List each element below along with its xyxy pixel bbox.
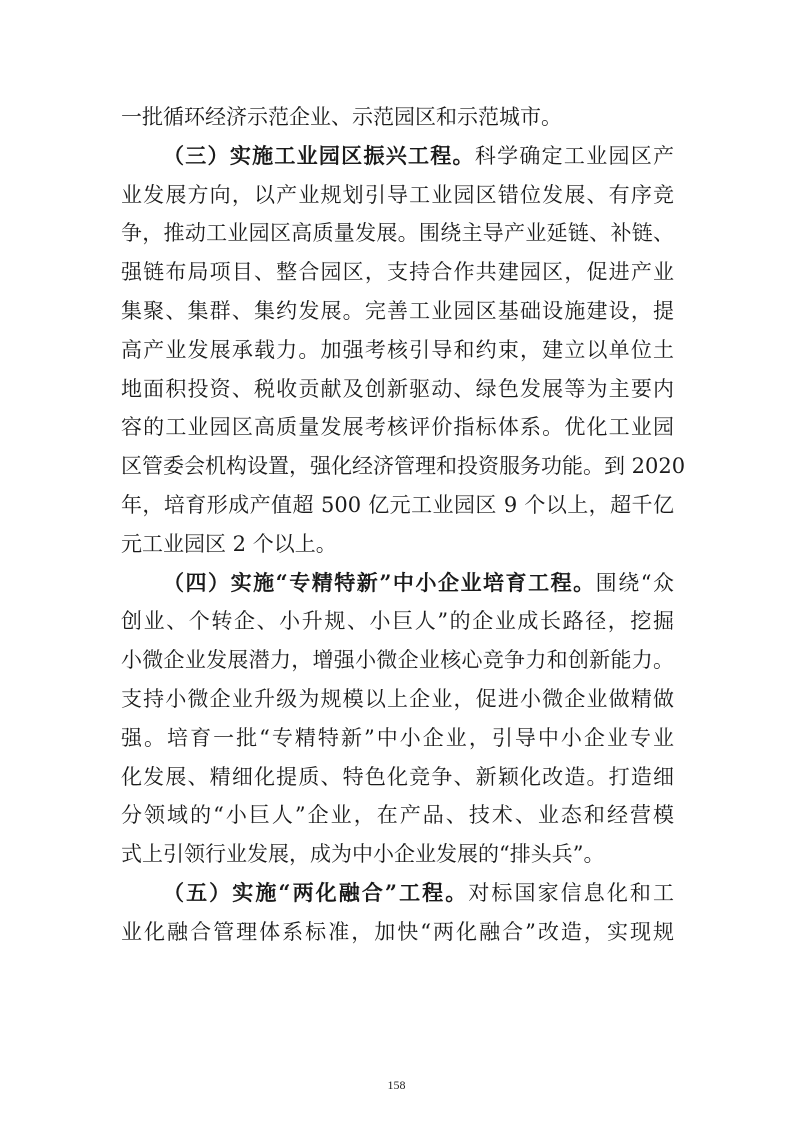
text-line: 分领域的“小巨人”企业，在产品、技术、业态和经营模: [121, 803, 674, 828]
text-line: 年，培育形成产值超 500 亿元工业园区 9 个以上，超千亿: [121, 492, 674, 517]
body-text: [121, 98, 686, 952]
section-heading: （五）实施“两化融合”工程。: [163, 879, 469, 905]
section-heading: （三）实施工业园区振兴工程。: [163, 142, 475, 168]
section-heading-line: [121, 564, 674, 603]
text-run: 科学确定工业园区产: [474, 143, 675, 168]
text-line: 业化融合管理体系标准，加快“两化融合”改造，实现规: [121, 919, 674, 944]
page-number: 158: [387, 1078, 406, 1092]
text-line: 创业、个转企、小升规、小巨人”的企业成长路径，挖掘: [121, 609, 674, 634]
text-line: 集聚、集群、集约发展。完善工业园区基础设施建设，提: [121, 298, 674, 323]
text-line: 地面积投资、税收贡献及创新驱动、绿色发展等为主要内: [121, 376, 674, 401]
text-line: 区管委会机构设置，强化经济管理和投资服务功能。到 2020: [121, 454, 686, 479]
section-heading-line: [121, 137, 674, 176]
text-line: 业发展方向，以产业规划引导工业园区错位发展、有序竞: [121, 182, 674, 207]
text-line: 支持小微企业升级为规模以上企业，促进小微企业做精做: [121, 686, 674, 711]
text-line: 强链布局项目、整合园区，支持合作共建园区，促进产业: [121, 260, 674, 285]
text-line: 元工业园区 2 个以上。: [121, 531, 337, 556]
section-heading-line: [121, 874, 674, 913]
text-line: 一批循环经济示范企业、示范园区和示范城市。: [121, 105, 562, 129]
text-line: 强。培育一批“专精特新”中小企业，引导中小企业专业: [121, 725, 674, 750]
text-line: 小微企业发展潜力，增强小微企业核心竞争力和创新能力。: [121, 648, 674, 673]
text-line: 高产业发展承载力。加强考核引导和约束，建立以单位土: [121, 337, 674, 362]
text-line: 式上引领行业发展，成为中小企业发展的“排头兵”。: [121, 842, 605, 867]
text-line: 争，推动工业园区高质量发展。围绕主导产业延链、补链、: [121, 221, 674, 246]
text-run: 围绕“众: [595, 570, 674, 595]
section-heading: （四）实施“专精特新”中小企业培育工程。: [163, 569, 596, 595]
text-line: 容的工业园区高质量发展考核评价指标体系。优化工业园: [121, 415, 674, 440]
text-line: 化发展、精细化提质、特色化竞争、新颖化改造。打造细: [121, 764, 674, 789]
text-run: 对标国家信息化和工: [468, 880, 674, 905]
